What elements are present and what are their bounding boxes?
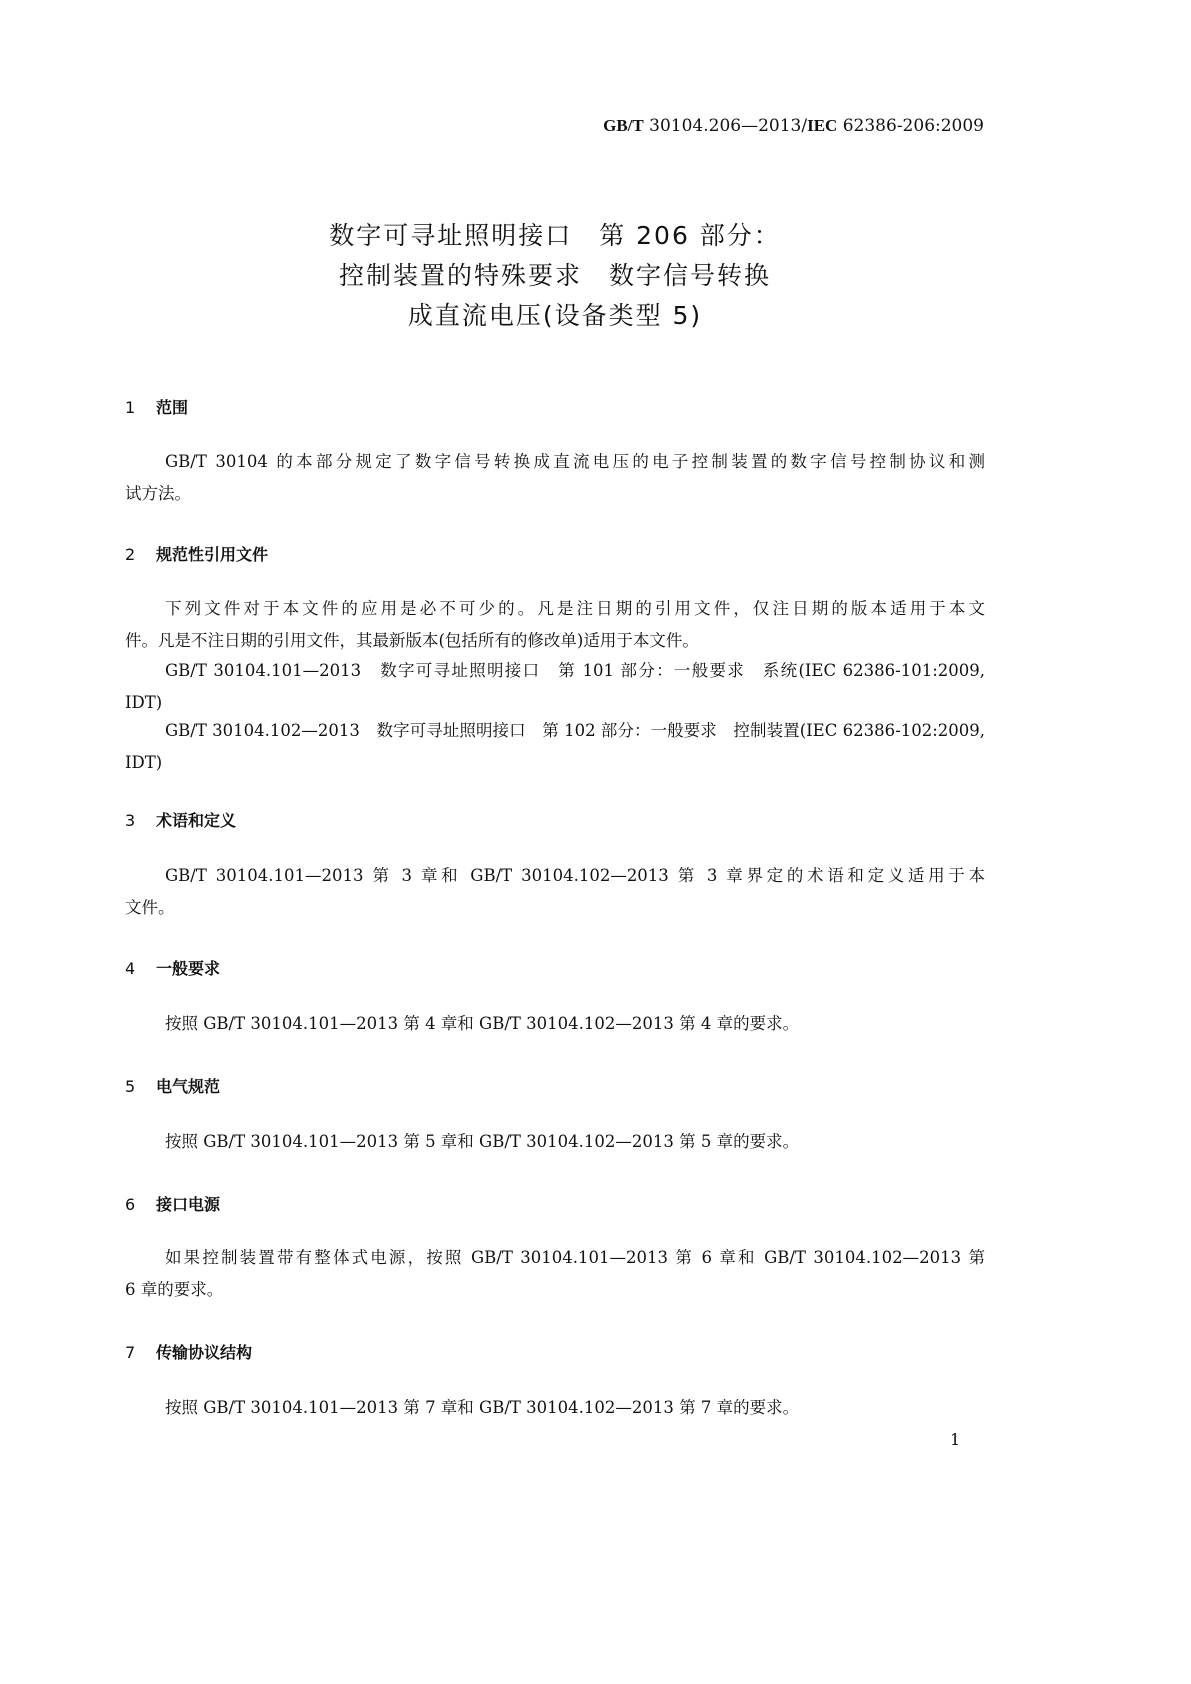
text-line: 按照 GB/T 30104.101—2013 第 7 章和 GB/T 30104.102—2013 第 7 章的要求。: [165, 1398, 800, 1417]
text-line: 下列文件对于本文件的应用是必不可少的。凡是注日期的引用文件，仅注日期的版本适用于本文: [165, 599, 985, 618]
document-header: [603, 116, 984, 136]
section-number: 4: [125, 959, 136, 978]
text-line: 按照 GB/T 30104.101—2013 第 5 章和 GB/T 30104.102—2013 第 5 章的要求。: [165, 1132, 800, 1151]
section-title: 范围: [156, 398, 189, 417]
title-line-3: 成直流电压(设备类型 5): [407, 301, 703, 330]
title-line-2: 控制装置的特殊要求 数字信号转换: [338, 261, 771, 290]
title-line-1: 数字可寻址照明接口 第 206 部分：: [329, 221, 781, 250]
text-line: 6 章的要求。: [125, 1280, 224, 1299]
section-title: 电气规范: [156, 1077, 221, 1096]
paragraph: [125, 655, 985, 719]
paragraph: [125, 1126, 985, 1158]
paragraph: [125, 715, 985, 779]
text-line: GB/T 30104.101—2013 数字可寻址照明接口 第 101 部分：一般要求 系统(IEC 62386-101:2009,: [165, 661, 985, 680]
paragraph: [125, 1392, 985, 1424]
text-line: IDT): [125, 753, 163, 772]
paragraph: [125, 446, 985, 510]
text-line: 按照 GB/T 30104.101—2013 第 4 章和 GB/T 30104.102—2013 第 4 章的要求。: [165, 1014, 800, 1033]
page-number: 1: [950, 1430, 961, 1449]
section-title: 术语和定义: [156, 811, 237, 830]
std-number: 30104.206—2013/: [649, 116, 808, 136]
section-heading: [125, 1340, 252, 1363]
text-line: 如果控制装置带有整体式电源，按照 GB/T 30104.101—2013 第 6 章和 GB/T 30104.102—2013 第: [165, 1248, 985, 1267]
section-title: 规范性引用文件: [156, 545, 269, 564]
text-line: 试方法。: [125, 484, 191, 503]
section-number: 1: [125, 398, 136, 417]
section-number: 7: [125, 1343, 136, 1362]
text-line: GB/T 30104 的本部分规定了数字信号转换成直流电压的电子控制装置的数字信号控制协议和测: [165, 452, 985, 471]
section-title: 接口电源: [156, 1195, 221, 1214]
section-heading: [125, 395, 188, 418]
section-number: 5: [125, 1077, 136, 1096]
iec-number: 62386-206:2009: [842, 116, 984, 136]
iec-prefix: IEC: [807, 116, 838, 135]
std-prefix: GB/T: [603, 116, 644, 135]
section-heading: [125, 1074, 220, 1097]
paragraph: [125, 593, 985, 657]
text-line: 文件。: [125, 898, 175, 917]
paragraph: [125, 860, 985, 924]
text-line: IDT): [125, 693, 163, 712]
section-title: 传输协议结构: [156, 1343, 253, 1362]
section-number: 2: [125, 545, 136, 564]
section-number: 3: [125, 811, 136, 830]
text-line: GB/T 30104.101—2013 第 3 章和 GB/T 30104.102—2013 第 3 章界定的术语和定义适用于本: [165, 866, 985, 885]
section-title: 一般要求: [156, 959, 221, 978]
section-heading: [125, 956, 220, 979]
paragraph: [125, 1242, 985, 1306]
section-heading: [125, 542, 268, 565]
section-heading: [125, 1192, 220, 1215]
paragraph: [125, 1008, 985, 1040]
text-line: 件。凡是不注日期的引用文件，其最新版本(包括所有的修改单)适用于本文件。: [125, 631, 699, 650]
text-line: GB/T 30104.102—2013 数字可寻址照明接口 第 102 部分：一般要求 控制装置(IEC 62386-102:2009,: [165, 721, 985, 740]
section-number: 6: [125, 1195, 136, 1214]
section-heading: [125, 808, 236, 831]
